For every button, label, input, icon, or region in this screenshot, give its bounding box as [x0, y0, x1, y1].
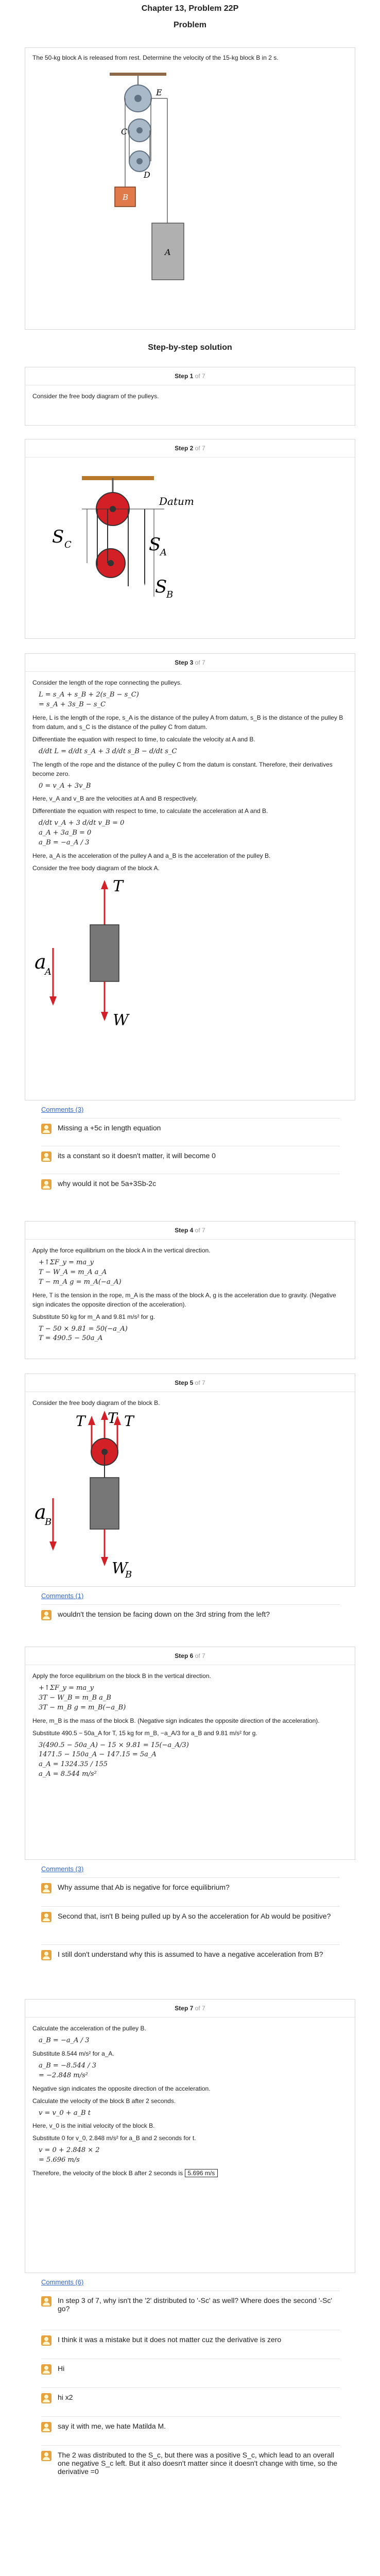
- step-number: 4: [189, 1227, 194, 1234]
- chapter-title: Chapter 13, Problem 22P: [141, 4, 239, 13]
- solution-heading: Step-by-step solution: [148, 343, 232, 352]
- sb-label: S: [155, 577, 167, 597]
- user-avatar-icon: [41, 2364, 51, 2375]
- step-3-eq1: L = s_A + s_B + 2(s_B − s_C) = s_A + 3s_B − s_C: [39, 691, 139, 708]
- step-6-p3: Substitute 490.5 − 50a_A for T, 15 kg for m_B, −a_A/3 for a_B and 9.81 m/s² for g.: [32, 1729, 257, 1737]
- problem-heading: Problem: [173, 21, 206, 29]
- label-c: C: [121, 127, 128, 137]
- step-of: of 7: [195, 1227, 205, 1234]
- step-6-eqs: +↑ΣF_y = ma_y 3T − W_B = m_B a_B 3T − m_B g = m_B(−a_B): [39, 1684, 126, 1711]
- step-4-box: [25, 1221, 355, 1359]
- step-3-p8: Consider the free body diagram of the block A.: [32, 864, 160, 872]
- step-3-p5: Here, v_A and v_B are the velocities at A and B respectively.: [32, 795, 198, 803]
- step-number: 3: [189, 659, 194, 666]
- step-6-header: Step 6 of 7: [25, 1647, 355, 1665]
- step-6-p1: Apply the force equilibrium on the block B in the vertical direction.: [32, 1672, 211, 1680]
- user-avatar-icon: [41, 2296, 51, 2307]
- tension-label-1: T: [76, 1413, 85, 1430]
- label-e: E: [156, 88, 162, 97]
- sc-sub: C: [64, 539, 72, 550]
- sa-label: S: [149, 534, 161, 555]
- step-3-eq2: d/dt L = d/dt s_A + 3 d/dt s_B − d/dt s_C: [39, 747, 177, 755]
- label-d: D: [144, 170, 150, 180]
- final-answer: 5.696 m/s: [185, 2169, 218, 2177]
- step-6-p2: Here, m_B is the mass of the block B. (Negative sign indicates the opposite direction of the acceleration).: [32, 1717, 320, 1724]
- step-7-eqs-2: v = 0 + 2.848 × 2 = 5.696 m/s: [39, 2146, 100, 2164]
- sa-sub: A: [160, 547, 167, 558]
- problem-box: [25, 47, 355, 330]
- step-5-header: Step 5 of 7: [25, 1374, 355, 1392]
- step-2-pulley-diagram: [25, 457, 355, 633]
- sc-label: S: [52, 527, 64, 547]
- step-7-eqs: a_B = −8.544 / 3 = −2.848 m/s²: [39, 2061, 96, 2079]
- step-4-p2: Here, T is the tension in the rope, m_A is the mass of the block A, g is the acceleration due to gravity. (Negative sign indicates the opposite direction of the acceleration).: [32, 1291, 336, 1308]
- user-avatar-icon: [41, 2422, 51, 2432]
- step-7-p4: Calculate the velocity of the block B after 2 seconds.: [32, 2097, 176, 2105]
- accel-sub: A: [45, 966, 51, 977]
- user-avatar-icon: [41, 1610, 51, 1620]
- step-1-header: Step 1 of 7: [25, 367, 355, 385]
- tension-label-2: T: [108, 1411, 117, 1427]
- step-7-p3: Negative sign indicates the opposite direction of the acceleration.: [32, 2084, 211, 2092]
- comment: I still don't understand why this is assumed to have a negative acceleration from B?: [41, 1944, 340, 1974]
- step-7-eq1: a_B = −a_A / 3: [39, 2037, 90, 2044]
- weight-label: W: [113, 1011, 129, 1029]
- step-6-box: [25, 1647, 355, 1860]
- tension-label-3: T: [124, 1413, 134, 1430]
- step-of: of 7: [195, 659, 205, 666]
- label-b: B: [123, 193, 129, 202]
- block-b-fbd: [32, 1411, 197, 1581]
- step-3-p2: Here, L is the length of the rope, s_A is the distance of the pulley A from datum, s_B is the distance of the pulley B from datum, and s_C is the distance of the pulley C from datum.: [32, 714, 343, 731]
- step-7-header: Step 7 of 7: [25, 1999, 355, 2018]
- step-7-eq4: v = v_0 + a_B t: [39, 2109, 91, 2117]
- user-avatar-icon: [41, 1912, 51, 1922]
- user-avatar-icon: [41, 1883, 51, 1893]
- step-3-p3: Differentiate the equation with respect to time, to calculate the velocity at A and B.: [32, 735, 255, 743]
- step-number: 5: [189, 1379, 194, 1386]
- step-of: of 7: [195, 1652, 205, 1659]
- problem-text: The 50-kg block A is released from rest. Determine the velocity of the 15-kg block B in 2 s.: [32, 54, 279, 61]
- comment: The 2 was distributed to the S_c, but there was a positive S_c, which lead to an overall one negative S_c left. But it also doesn't matter since it doesn't change with time, so the derivative =0: [41, 2445, 340, 2486]
- comments-link-step7[interactable]: Comments (6): [41, 2278, 84, 2286]
- accel-label: a: [34, 950, 46, 973]
- step-7-p5: Here, v_0 is the initial velocity of the block B.: [32, 2122, 155, 2130]
- comments-link-step3[interactable]: Comments (3): [41, 1106, 84, 1113]
- step-7-p1: Calculate the acceleration of the pulley B.: [32, 2025, 146, 2032]
- sb-sub: B: [166, 589, 174, 600]
- block-a-fbd: [32, 876, 187, 1030]
- step-number: 1: [189, 372, 194, 380]
- step-5-text: Consider the free body diagram of the block B.: [32, 1399, 160, 1406]
- user-avatar-icon: [41, 1179, 51, 1190]
- step-number: 2: [189, 445, 194, 452]
- step-of: of 7: [195, 445, 205, 452]
- user-avatar-icon: [41, 1124, 51, 1134]
- user-avatar-icon: [41, 2335, 51, 2346]
- step-3-eq4: d/dt v_A + 3 d/dt v_B = 0 a_A + 3a_B = 0 a_B = −a_A / 3: [39, 819, 125, 847]
- step-number: 6: [189, 1652, 194, 1659]
- comments-link-step6[interactable]: Comments (3): [41, 1865, 84, 1873]
- tension-label: T: [113, 877, 124, 895]
- weight-label: W: [112, 1560, 128, 1578]
- comments-link-step5[interactable]: Comments (1): [41, 1592, 84, 1600]
- step-of: of 7: [195, 2005, 205, 2012]
- comment: hi x2: [41, 2387, 340, 2407]
- accel-sub: B: [45, 1517, 52, 1528]
- comment: Second that, isn't B being pulled up by A so the acceleration for Ab would be positive?: [41, 1906, 340, 1936]
- comment: Missing a +5c in length equation: [41, 1118, 340, 1138]
- user-avatar-icon: [41, 1151, 51, 1162]
- step-3-p4: The length of the rope and the distance of the pulley C from the datum is constant. Therefore, their derivatives become zero.: [32, 760, 333, 777]
- step-7-box: [25, 1999, 355, 2273]
- step-3-p7: Here, a_A is the acceleration of the pulley A and a_B is the acceleration of the pulley B.: [32, 852, 271, 859]
- step-3-header: Step 3 of 7: [25, 654, 355, 672]
- step-3-p1: Consider the length of the rope connecting the pulleys.: [32, 679, 182, 686]
- comment: its a constant so it doesn't matter, it will become 0: [41, 1146, 340, 1165]
- step-4-p1: Apply the force equilibrium on the block A in the vertical direction.: [32, 1247, 211, 1254]
- step-4-p3: Substitute 50 kg for m_A and 9.81 m/s² for g.: [32, 1313, 156, 1320]
- step-7-p2: Substitute 8.544 m/s² for a_A.: [32, 2049, 114, 2057]
- comment: I think it was a mistake but it does not matter cuz the derivative is zero: [41, 2330, 340, 2349]
- step-1-box: [25, 367, 355, 426]
- comment: Hi: [41, 2359, 340, 2378]
- problem-figure: [32, 69, 347, 326]
- step-2-header: Step 2 of 7: [25, 439, 355, 457]
- step-4-eqs-2: T − 50 × 9.81 = 50(−a_A) T = 490.5 − 50a_A: [39, 1325, 128, 1343]
- datum-label: Datum: [159, 495, 194, 507]
- step-4-header: Step 4 of 7: [25, 1222, 355, 1240]
- step-3-box: [25, 653, 355, 1100]
- comment: In step 3 of 7, why isn't the '2' distributed to '-Sc' as well? Where does the second '-Sc' go?: [41, 2291, 340, 2320]
- user-avatar-icon: [41, 1950, 51, 1960]
- user-avatar-icon: [41, 2451, 51, 2461]
- comment: Why assume that Ab is negative for force equilibrium?: [41, 1877, 340, 1897]
- user-avatar-icon: [41, 2393, 51, 2403]
- step-1-text: Consider the free body diagram of the pulleys.: [32, 393, 159, 400]
- step-5-box: [25, 1374, 355, 1587]
- step-7-p7: Therefore, the velocity of the block B after 2 seconds is 5.696 m/s: [32, 2168, 348, 2178]
- step-2-box: [25, 439, 355, 639]
- step-7-p6: Substitute 0 for v_0, 2.848 m/s² for a_B and 2 seconds for t.: [32, 2134, 196, 2142]
- weight-sub: B: [125, 1569, 132, 1580]
- step-of: of 7: [195, 1379, 205, 1386]
- step-3-eq3: 0 = v_A + 3v_B: [39, 782, 91, 790]
- comment: wouldn't the tension be facing down on the 3rd string from the left?: [41, 1604, 340, 1624]
- step-number: 7: [189, 2005, 194, 2012]
- comment: say it with me, we hate Matilda M.: [41, 2416, 340, 2436]
- accel-label: a: [34, 1501, 46, 1523]
- comment: why would it not be 5a+3Sb-2c: [41, 1174, 340, 1193]
- step-3-p6: Differentiate the equation with respect to time, to calculate the acceleration at A and B.: [32, 807, 268, 815]
- step-6-eqs-2: 3(490.5 − 50a_A) − 15 × 9.81 = 15(−a_A/3) 1471.5 − 150a_A − 147.15 = 5a_A a_A = 1324.35 / 155 a_A = 8.544 m/s²: [39, 1741, 189, 1778]
- label-a: A: [165, 247, 171, 257]
- step-of: of 7: [195, 372, 205, 380]
- step-4-eqs: +↑ΣF_y = ma_y T − W_A = m_A a_A T − m_A g = m_A(−a_A): [39, 1259, 122, 1286]
